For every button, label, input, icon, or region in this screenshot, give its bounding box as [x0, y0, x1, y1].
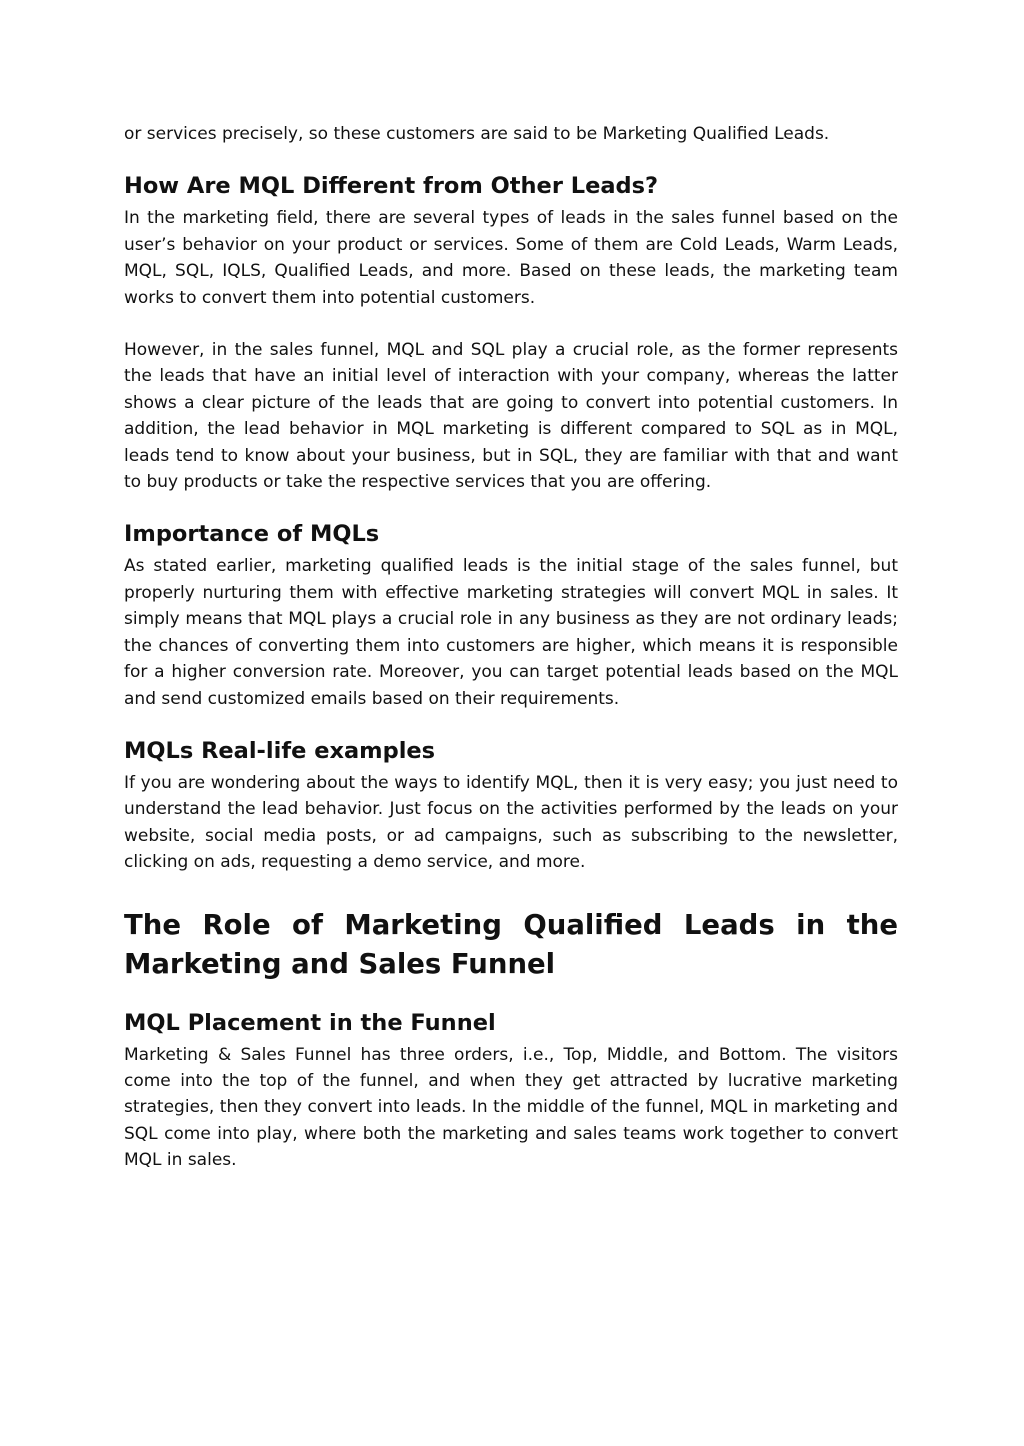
section-heading-importance: Importance of MQLs — [124, 521, 380, 548]
intro-paragraph: or services precisely, so these customers are said to be Marketing Qualified Leads. — [124, 124, 830, 144]
section-paragraph: However, in the sales funnel, MQL and SQL play a crucial role, as the former represents the leads that have an initial level of interaction with your company, whereas the latter shows a clear picture of the leads that are going to convert into potential customers. In addition, the lead behavior in MQL marketing is different compared to SQL as in MQL, leads tend to know about your business, but in SQL, they are familiar with that and want to buy products or take the respective services that you are offering. — [124, 340, 898, 493]
section-paragraph: If you are wondering about the ways to identify MQL, then it is very easy; you just need to understand the lead behavior. Just focus on the activities performed by the leads on your website, social media posts, or ad campaigns, such as subscribing to the newsletter, clicking on ads, requesting a demo service, and more. — [124, 772, 898, 873]
section-paragraph: As stated earlier, marketing qualified leads is the initial stage of the sales funnel, but properly nurturing them with effective marketing strategies will convert MQL in sales. It simply means that MQL plays a crucial role in any business as they are not ordinary leads; the chances of converting them into customers are higher, which means it is responsible for a higher conversion rate. Moreover, you can target potential leads based on the MQL and send customized emails based on their requirements. — [124, 556, 898, 709]
subsection-paragraph: Marketing & Sales Funnel has three orders, i.e., Top, Middle, and Bottom. The visitors come into the top of the funnel, and when they get attracted by lucrative marketing strategies, then they convert into leads. In the middle of the funnel, MQL in marketing and SQL come into play, where both the marketing and sales teams work together to convert MQL in sales. — [124, 1044, 898, 1171]
subsection-heading-placement: MQL Placement in the Funnel — [124, 1009, 496, 1036]
section-heading-examples: MQLs Real-life examples — [124, 737, 436, 764]
section-paragraph: In the marketing field, there are several types of leads in the sales funnel based on the user’s behavior on your product or services. Some of them are Cold Leads, Warm Leads, MQL, SQL, IQLS, Qualified Leads, and more. Based on these leads, the marketing team works to convert them into potential customers. — [124, 208, 898, 308]
document-page — [124, 121, 898, 1174]
section-heading-mql-different: How Are MQL Different from Other Leads? — [124, 173, 659, 200]
main-heading: The Role of Marketing Qualified Leads in the Marketing and Sales Funnel — [124, 908, 898, 980]
